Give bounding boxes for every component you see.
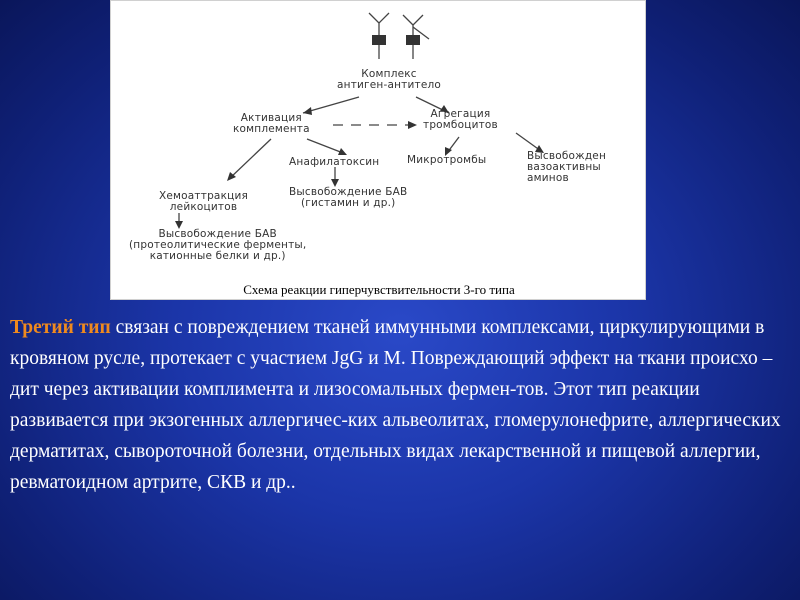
- antibody-right-arm: [403, 15, 423, 53]
- paragraph-text: связан с повреждением тканей иммунными комплексами, циркулирующими в кровяном русле, протекает с участием JgG и M. Повреждающий эффект на ткани происхо – дит через активации комплимента и лизосомальных фермен-тов. Этот тип реакции развивается при экзогенных аллергичес-ких альвеолитах, гломерулонефрите, аллергических дерматитах, сывороточной болезни, отдельных видах лекарственной и пищевой аллергии, ревматоидном артрите, СКВ и др..: [10, 317, 781, 493]
- arrow-to-chemoattraction: [229, 139, 271, 179]
- bav-proteolytic-label: Высвобождение БАВ (протеолитические ферменты, катионные белки и др.): [129, 228, 307, 262]
- bav-histamine-label: Высвобождение БАВ (гистамин и др.): [289, 186, 408, 209]
- diagram-caption: Схема реакции гиперчувствительности 3-го типа: [243, 282, 515, 297]
- antibody-right-block: [406, 35, 420, 45]
- anaphylatoxin-label: Анафилатоксин: [289, 156, 380, 168]
- body-paragraph: [10, 312, 792, 498]
- aggregation-label: Агрегация тромбоцитов: [423, 108, 498, 131]
- complex-label: Комплекс антиген-антитело: [337, 68, 442, 91]
- arrow-to-anaphylatoxin: [307, 139, 343, 153]
- diagram-figure: [110, 0, 646, 300]
- vasoactive-label: Высвобожден вазоактивны аминов: [527, 150, 607, 184]
- antibody-left-block: [372, 35, 386, 45]
- complement-label: Активация комплемента: [233, 112, 310, 135]
- antibody-left-arm: [369, 13, 389, 53]
- reaction-scheme-diagram: [111, 1, 647, 279]
- highlight-term: Третий тип: [10, 317, 111, 338]
- microthrombi-label: Микротромбы: [407, 154, 487, 166]
- chemoattraction-label: Хемоаттракция лейкоцитов: [159, 190, 248, 213]
